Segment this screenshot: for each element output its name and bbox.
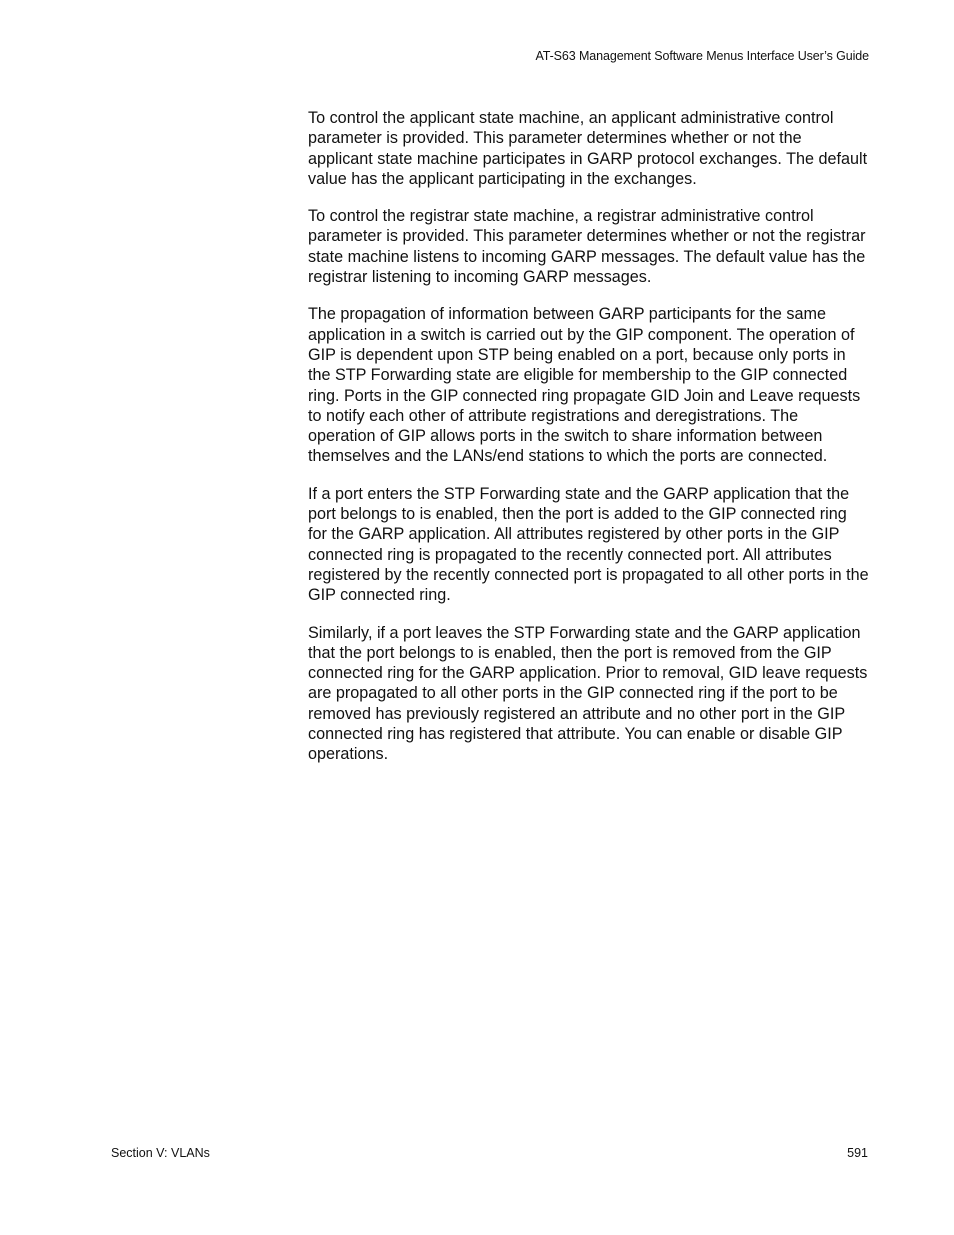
paragraph-registrar-control: To control the registrar state machine, a registrar administrative control parameter is provided. This parameter determines whether or not the registrar state machine listens to incoming GARP messages. The default value has the registrar listening to incoming GARP messages. bbox=[308, 207, 866, 287]
paragraph-port-enters-forwarding: If a port enters the STP Forwarding state and the GARP application that the port belongs to is enabled, then the port is added to the GIP connected ring for the GARP application. All attributes registered by other ports in the GIP connected ring is propagated to the recently connected port. All attributes registered by the recently connected port is propagated to all other ports in the GIP connected ring. bbox=[308, 484, 869, 605]
paragraph-gip-propagation: The propagation of information between GARP participants for the same application in a switch is carried out by the GIP component. The operation of GIP is dependent upon STP being enabled on a port, because only ports in the STP Forwarding state are eligible for membership to the GIP connected ring. Ports in the GIP connected ring propagate GID Join and Leave requests to notify each other of attribute registrations and deregistrations. The operation of GIP allows ports in the switch to share information between themselves and the LANs/end stations to which the ports are connected. bbox=[308, 305, 861, 466]
footer-page-number: 591 bbox=[847, 1146, 868, 1160]
paragraph-applicant-control: To control the applicant state machine, an applicant administrative control parameter is provided. This parameter determines whether or not the applicant state machine participates in GARP protocol exchanges. The default value has the applicant participating in the exchanges. bbox=[308, 109, 868, 188]
paragraph-port-leaves-forwarding: Similarly, if a port leaves the STP Forwarding state and the GARP application that the port belongs to is enabled, then the port is removed from the GIP connected ring for the GARP application. Prior to removal, GID leave requests are propagated to all other ports in the GIP connected ring if the port to be removed has previously registered an attribute and no other port in the GIP connected ring has registered that attribute. You can enable or disable GIP operations. bbox=[308, 623, 868, 764]
body-text bbox=[308, 108, 870, 782]
running-header: AT-S63 Management Software Menus Interface User’s Guide bbox=[535, 49, 869, 63]
footer-section-label: Section V: VLANs bbox=[111, 1146, 210, 1160]
